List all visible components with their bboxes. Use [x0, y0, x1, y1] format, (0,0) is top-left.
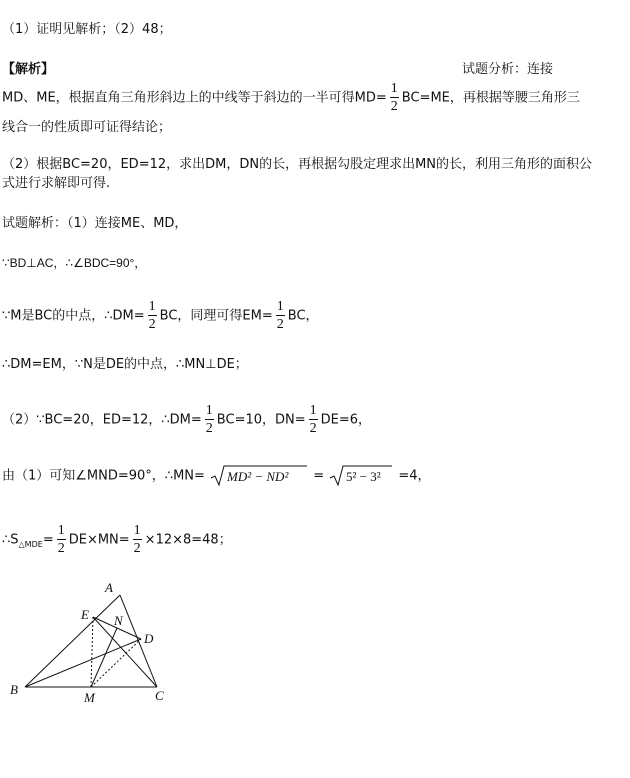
fraction-half: [276, 300, 285, 332]
fraction-denominator: 2: [205, 421, 213, 436]
analysis-line-3: [2, 82, 580, 114]
text-segment: BC，: [287, 308, 319, 324]
fraction-half: [133, 524, 142, 556]
solution-step-6: [2, 524, 232, 556]
analysis-line-4: 线合一的性质即可证得结论；: [2, 120, 172, 135]
label-E: E: [81, 607, 89, 622]
segment-CE: [93, 617, 157, 687]
text-segment: （2）∵BC=20，ED=12，∴DM=: [2, 412, 202, 428]
fraction-denominator: 2: [309, 421, 317, 436]
text-segment: BC，同理可得EM=: [159, 308, 273, 324]
fraction-denominator: 2: [133, 541, 141, 556]
fraction-half: [57, 524, 66, 556]
text-segment: DE×MN=: [68, 532, 130, 548]
text-segment: BC=ME，再根据等腰三角形三: [401, 90, 580, 106]
area-subscript: △MDE: [18, 540, 43, 550]
sqrt-expression-2: [328, 464, 394, 488]
segment-BD: [25, 639, 141, 687]
text-segment: =: [313, 468, 325, 484]
sqrt-radicand: MD² − ND²: [227, 469, 289, 484]
solution-step-5: [2, 464, 431, 488]
solution-step-3: ∴DM=EM，∵N是DE的中点，∴MN⊥DE；: [2, 357, 248, 372]
segment-MD-dotted: [91, 639, 141, 687]
analysis-intro: 试题分析：连接: [462, 62, 554, 77]
text-segment: 由（1）可知∠MND=90°，∴MN=: [2, 468, 205, 484]
fraction-half: [390, 82, 399, 114]
label-N: N: [114, 613, 123, 628]
solution-heading: 试题解析：（1）连接ME、MD，: [2, 216, 188, 231]
solution-step-2: [2, 300, 319, 332]
text-segment: =4，: [398, 468, 431, 484]
solution-step-4: [2, 404, 371, 436]
fraction-denominator: 2: [57, 541, 65, 556]
fraction-half: [205, 404, 214, 436]
label-C: C: [155, 688, 164, 703]
fraction-numerator: 1: [148, 299, 156, 314]
analysis-line-6: 式进行求解即可得.: [2, 176, 111, 191]
geometry-figure: [0, 575, 200, 710]
text-segment: ×12×8=48；: [144, 532, 232, 548]
text-segment: =: [42, 532, 54, 548]
sqrt-radicand: 5² − 3²: [346, 469, 381, 484]
label-D: D: [144, 631, 154, 646]
text-segment: ∵M是BC的中点，∴DM=: [2, 308, 145, 324]
fraction-denominator: 2: [390, 99, 398, 114]
analysis-line-5: （2）根据BC=20，ED=12，求出DM，DN的长，再根据勾股定理求出MN的长，利用三角形的面积公: [2, 157, 593, 172]
fraction-numerator: 1: [276, 299, 284, 314]
fraction-numerator: 1: [309, 403, 317, 418]
text-segment: ∴S: [2, 532, 19, 548]
text-segment: BC=10，DN=: [216, 412, 306, 428]
answer-summary: （1）证明见解析；（2）48；: [2, 22, 172, 37]
text-segment: DE=6，: [320, 412, 372, 428]
solution-step-1: ∵BD⊥AC，∴∠BDC=90°，: [2, 256, 147, 270]
fraction-half: [309, 404, 318, 436]
fraction-denominator: 2: [276, 317, 284, 332]
segment-MN: [91, 628, 117, 687]
fraction-half: [148, 300, 157, 332]
fraction-numerator: 1: [205, 403, 213, 418]
analysis-heading: 【解析】: [2, 62, 55, 77]
fraction-numerator: 1: [390, 81, 398, 96]
segment-ME-dotted: [91, 617, 93, 687]
label-A: A: [105, 580, 113, 595]
label-M: M: [84, 690, 95, 705]
text-segment: MD、ME，根据直角三角形斜边上的中线等于斜边的一半可得MD=: [2, 90, 387, 106]
fraction-numerator: 1: [133, 523, 141, 538]
fraction-numerator: 1: [57, 523, 65, 538]
sqrt-expression-1: [209, 464, 309, 488]
fraction-denominator: 2: [148, 317, 156, 332]
label-B: B: [10, 682, 18, 697]
